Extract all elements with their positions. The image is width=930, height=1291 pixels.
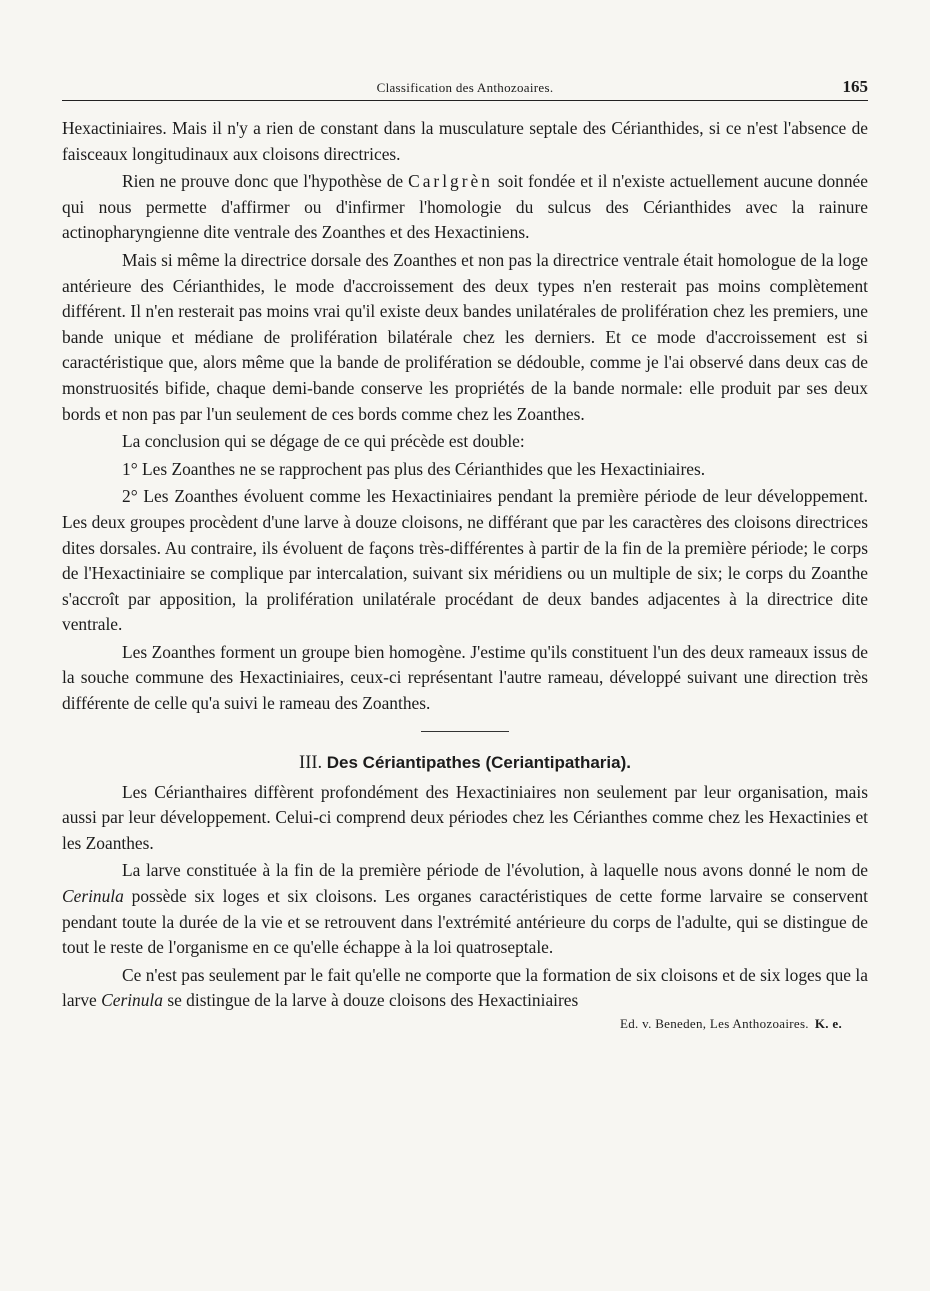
paragraph-4: La conclusion qui se dégage de ce qui précède est double:: [122, 431, 525, 452]
taxon-name-2: Cerinula: [101, 990, 163, 1011]
paragraph-1: Hexactiniaires. Mais il n'y a rien de constant dans la musculature septale des Cérianthides, si ce n'est l'absence de faisceaux longitudinaux aux cloisons directrices.: [62, 118, 868, 164]
paragraph-3: Mais si même la directrice dorsale des Zoanthes et non pas la directrice ventrale était homologue de la loge antérieure des Cérianthides, le mode d'accroissement des deux types n'en resterait pas moins complètement différent. Il n'en resterait pas moins vrai qu'il existe deux bandes unilatérales de prolifération chez les premiers, une bande unique et médiane de prolifération bilatérale chez les derniers. Et ce mode d'accroissement est si caractéristique que, alors même que la bande de prolifération se dédouble, comme je l'ai observé dans deux cas de monstruosités bifide, chaque demi-bande conserve les propriétés de la bande normale: elle produit par ses deux bords et non pas par l'un seulement de ces bords comme chez les Zoanthes.: [62, 249, 868, 424]
section-paragraph-2-text-a: La larve constituée à la fin de la première période de l'évolution, à laquelle nous avons donné le nom de: [122, 860, 868, 881]
paragraph-2-text-a: Rien ne prouve donc que l'hypothèse de: [122, 171, 404, 192]
footer-citation: Ed. v. Beneden, Les Anthozoaires.: [620, 1016, 809, 1031]
section-title: Des Cériantipathes (Ceriantipatharia).: [326, 752, 631, 772]
section-paragraph-1: Les Cérianthaires diffèrent profondément des Hexactiniaires non seulement par leur organisation, mais aussi par leur développement. Celui-ci comprend deux périodes chez les Cérianthes comme chez les Hexactinies et les Zoanthes.: [62, 781, 868, 853]
section-number: III.: [299, 752, 323, 773]
author-name: Carlgrèn: [408, 171, 493, 192]
running-head: [62, 76, 868, 101]
section-paragraph-2: [62, 858, 868, 960]
section-paragraph-3-text-a: Ce n'est pas seulement par le fait qu'elle ne comporte que la formation de six cloisons et de six loges que la larve: [62, 964, 868, 1011]
section-divider: [421, 731, 509, 732]
section-paragraph-3: [62, 963, 868, 1014]
paragraph-2: [62, 169, 868, 246]
body-text: [62, 116, 868, 1032]
footer-line: [62, 1016, 868, 1032]
section-heading: [62, 750, 868, 776]
section-paragraph-2-text-b: possède six loges et six cloisons. Les organes caractéristiques de cette forme larvaire se conservent pendant toute la durée de la vie et se retrouvent dans l'extrémité antérieure du corps de l'adulte, qui se distingue de tout le reste de l'organisme en ce qu'elle échappe à la loi quatroseptale.: [62, 886, 868, 958]
taxon-name: Cerinula: [62, 886, 124, 907]
paragraph-5: 1° Les Zoanthes ne se rapprochent pas plus des Cérianthides que les Hexactiniaires.: [122, 458, 706, 479]
paragraph-7: Les Zoanthes forment un groupe bien homogène. J'estime qu'ils constituent l'un des deux rameaux issus de la souche commune des Hexactiniaires, ceux-ci représentant l'autre rameau, développé suivant une direction très différente de celle qu'a suivi le rameau des Zoanthes.: [62, 641, 868, 714]
section-paragraph-3-text-b: se distingue de la larve à douze cloisons des Hexactiniaires: [167, 990, 579, 1011]
page-number: 165: [842, 77, 868, 96]
paragraph-2-text-b: soit fondée et il n'existe actuellement aucune donnée qui nous permette d'affirmer ou d'infirmer l'homologie du sulcus des Cérianthides avec la rainure actinopharyngienne dite ventrale des Zoanthes et des Hexactiniens.: [62, 171, 868, 243]
paragraph-6: 2° Les Zoanthes évoluent comme les Hexactiniaires pendant la première période de leur développement. Les deux groupes procèdent d'une larve à douze cloisons, ne différant que par les caractères des cloisons directrices dites dorsales. Au contraire, ils évoluent de façons très-différentes à partir de la fin de la première période; le corps de l'Hexactiniaire se complique par intercalation, suivant six méridiens ou un multiple de six; le corps du Zoanthe s'accroît par apposition, la prolifération unilatérale procédant de deux bandes adjacentes à la directrice dite ventrale.: [62, 486, 868, 635]
signature-mark: K. e.: [814, 1016, 842, 1031]
running-title: Classification des Anthozoaires.: [376, 80, 554, 95]
